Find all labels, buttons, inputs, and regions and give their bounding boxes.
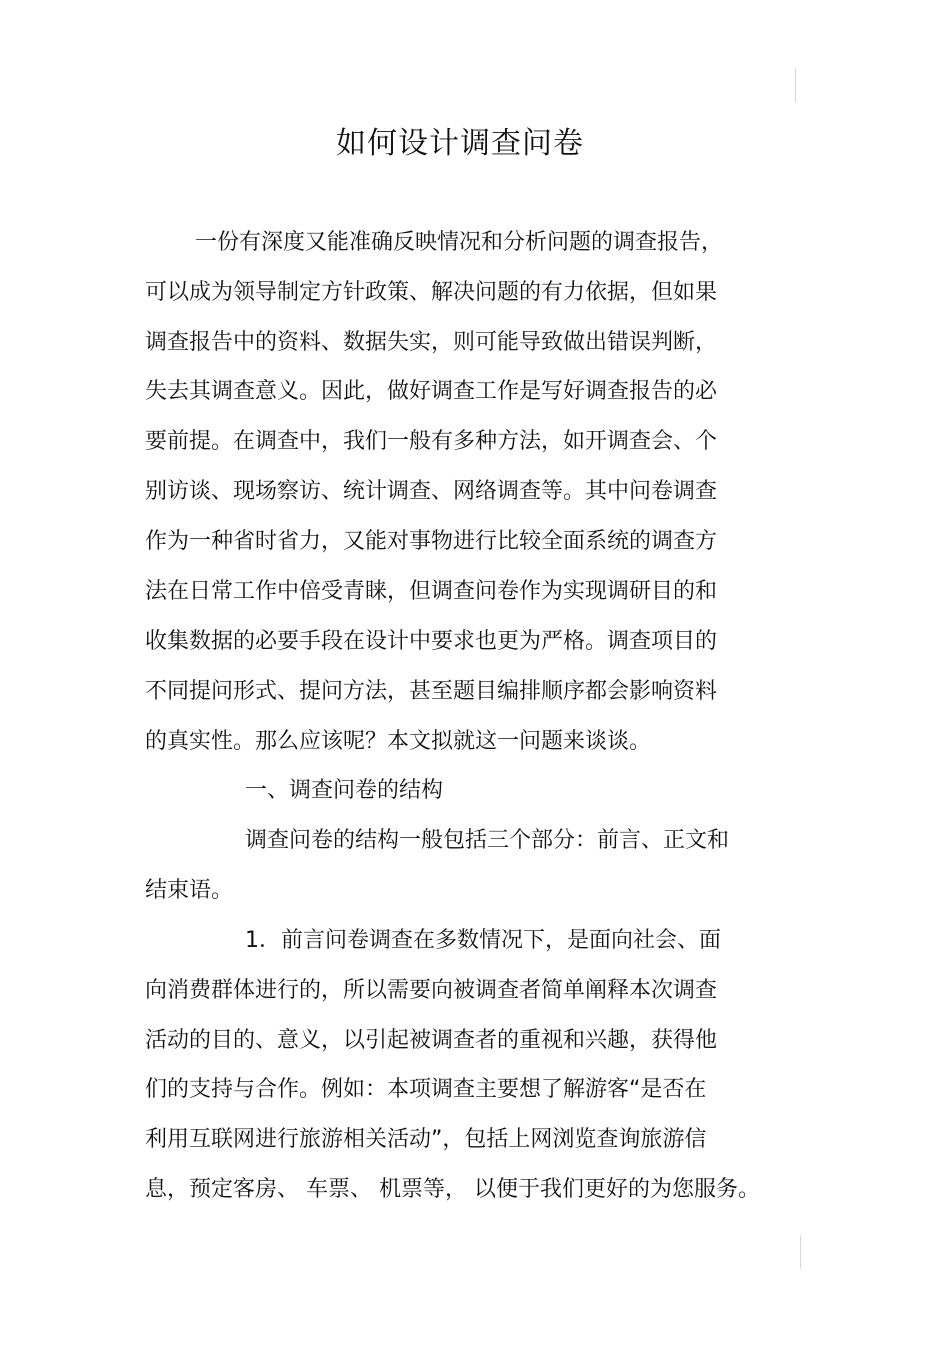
paragraph-line: 向消费群体进行的，所以需要向被调查者简单阐释本次调查 <box>145 978 718 1003</box>
page-edge-mark-top <box>795 68 796 102</box>
paragraph-line: 收集数据的必要手段在设计中要求也更为严格。调查项目的 <box>145 629 718 654</box>
paragraph-line: 别访谈、现场察访、统计调查、网络调查等。其中问卷调查 <box>145 479 718 504</box>
paragraph-line: 结束语。 <box>145 878 234 903</box>
paragraph-line: 可以成为领导制定方针政策、解决问题的有力依据，但如果 <box>145 280 718 305</box>
paragraph-line: 息，预定客房、 车票、 机票等， 以便于我们更好的为您服务。 <box>145 1177 760 1202</box>
paragraph-line: 失去其调查意义。因此，做好调查工作是写好调查报告的必 <box>145 379 718 404</box>
paragraph-line: 不同提问形式、提问方法，甚至题目编排顺序都会影响资料 <box>145 679 718 704</box>
section-heading: 一、调查问卷的结构 <box>245 778 444 803</box>
paragraph-line: 们的支持与合作。例如：本项调查主要想了解游客“是否在 <box>145 1077 707 1102</box>
paragraph-line: 要前提。在调查中，我们一般有多种方法，如开调查会、个 <box>145 429 718 454</box>
page-edge-mark-bottom <box>800 1235 801 1269</box>
document-title: 如何设计调查问卷 <box>336 126 584 161</box>
paragraph-line: 调查问卷的结构一般包括三个部分：前言、正文和 <box>245 828 730 853</box>
paragraph-line: 活动的目的、意义，以引起被调查者的重视和兴趣，获得他 <box>145 1028 718 1053</box>
paragraph-line: 利用互联网进行旅游相关活动”，包括上网浏览查询旅游信 <box>145 1127 707 1152</box>
paragraph-line: 法在日常工作中倍受青睐，但调查问卷作为实现调研目的和 <box>145 579 718 604</box>
paragraph-line: 作为一种省时省力，又能对事物进行比较全面系统的调查方 <box>145 529 718 554</box>
paragraph-line: 调查报告中的资料、数据失实，则可能导致做出错误判断， <box>145 330 718 355</box>
paragraph-line: 一份有深度又能准确反映情况和分析问题的调查报告， <box>195 230 724 255</box>
paragraph-line: 的真实性。那么应该呢？本文拟就这一问题来谈谈。 <box>145 729 652 754</box>
paragraph-line: 1．前言问卷调查在多数情况下，是面向社会、面 <box>245 928 721 953</box>
